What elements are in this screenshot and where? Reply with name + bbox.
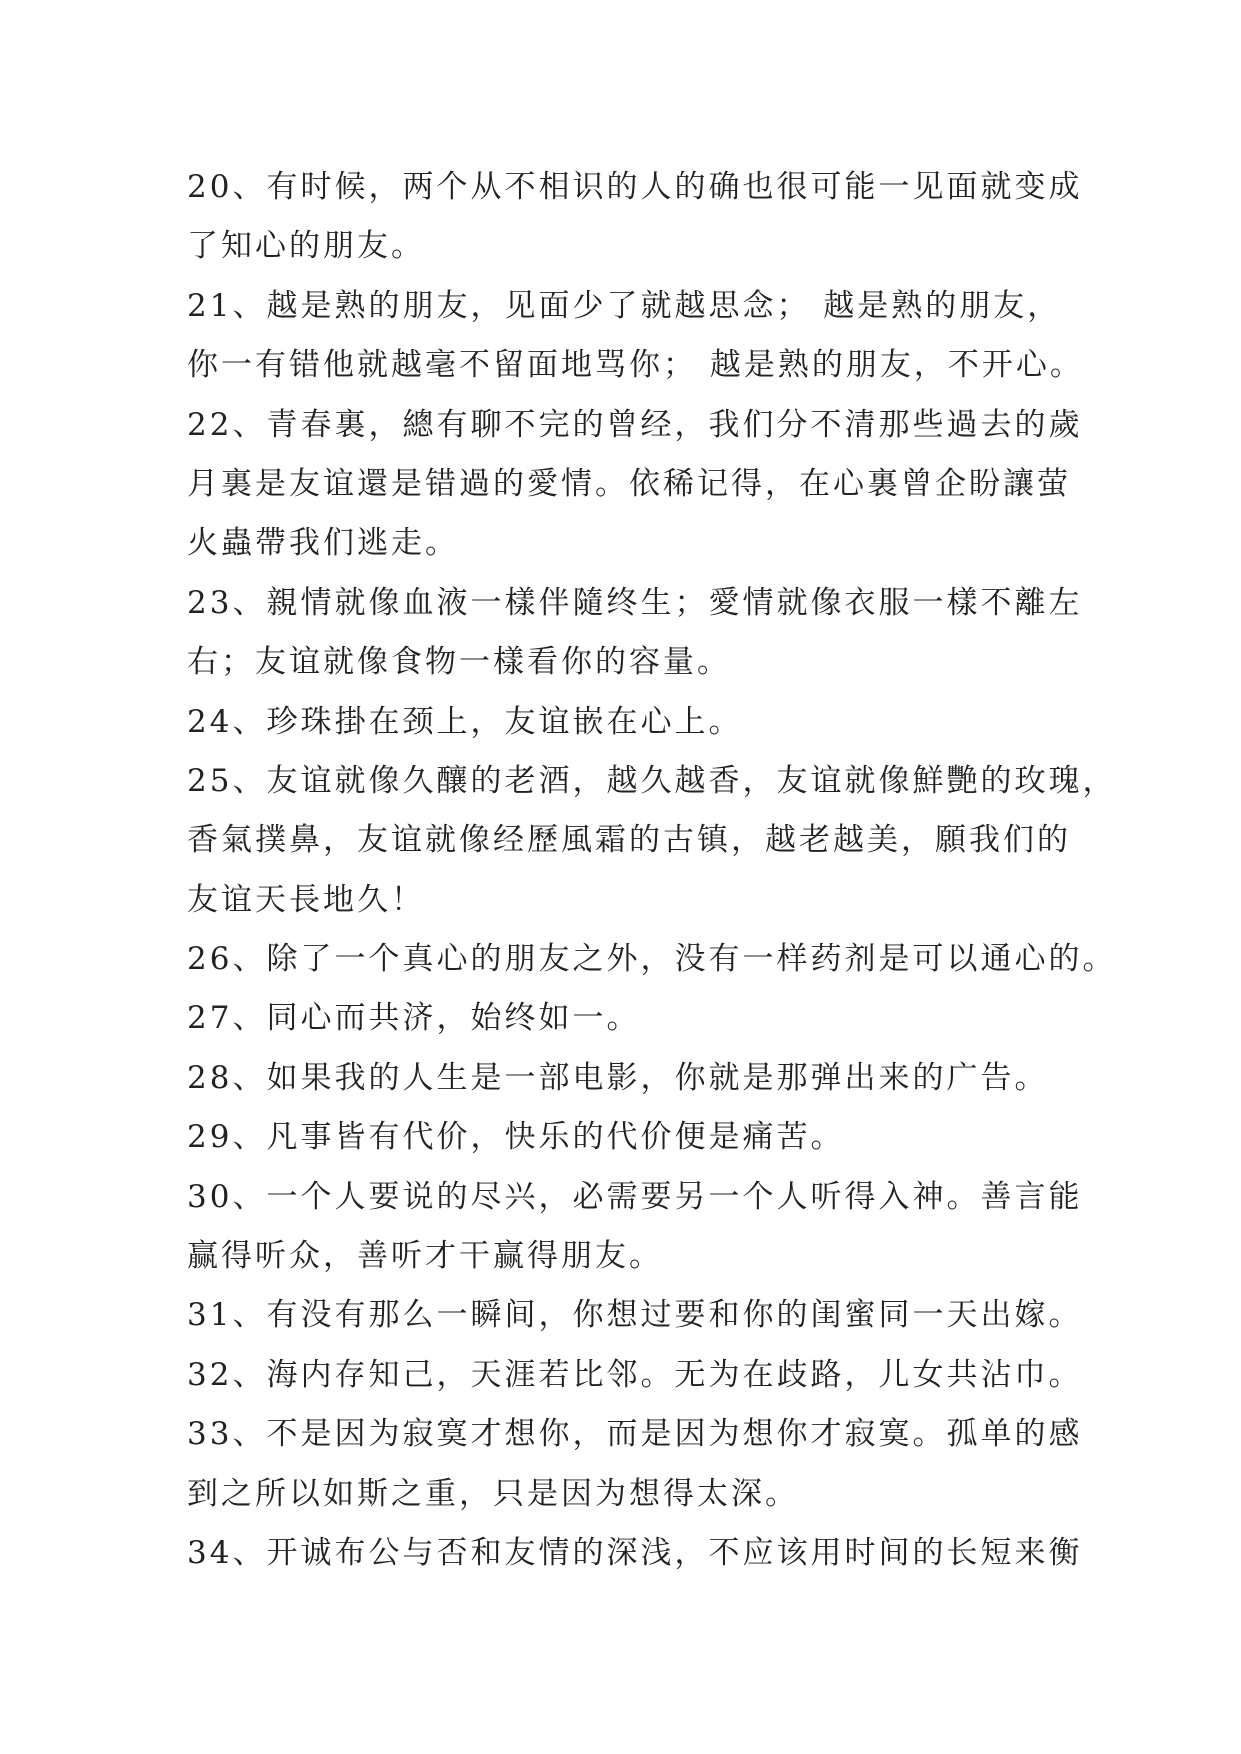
text-line: 24、珍珠掛在颈上，友谊嵌在心上。	[187, 703, 743, 740]
text-line: 友谊天長地久！	[187, 881, 425, 918]
text-line: 31、有没有那么一瞬间，你想过要和你的闺蜜同一天出嫁。	[187, 1297, 1083, 1334]
text-line: 火蟲帶我们逃走。	[187, 525, 459, 562]
text-line: 33、不是因为寂寞才想你，而是因为想你才寂寞。孤单的感	[187, 1416, 1083, 1453]
text-line: 25、友谊就像久釀的老酒，越久越香，友谊就像鮮艷的玫瑰，	[187, 762, 1117, 799]
text-line: 28、如果我的人生是一部电影，你就是那弹出来的广告。	[187, 1059, 1049, 1096]
text-line: 29、凡事皆有代价，快乐的代价便是痛苦。	[187, 1119, 845, 1156]
text-line: 20、有时候，两个从不相识的人的确也很可能一见面就变成	[187, 169, 1083, 205]
text-line: 32、海内存知己，天涯若比邻。无为在歧路，儿女共沾巾。	[187, 1356, 1083, 1393]
text-line: 右；友谊就像食物一樣看你的容量。	[187, 644, 731, 681]
text-line: 21、越是熟的朋友，见面少了就越思念； 越是熟的朋友，	[187, 287, 1062, 324]
text-line: 香氣撲鼻，友谊就像经歷風霜的古镇，越老越美，願我们的	[187, 822, 1071, 859]
text-line: 你一有错他就越毫不留面地骂你； 越是熟的朋友，不开心。	[187, 347, 1084, 384]
text-line: 到之所以如斯之重，只是因为想得太深。	[187, 1475, 799, 1512]
text-body	[187, 158, 1117, 1583]
text-line: 赢得听众，善听才干赢得朋友。	[187, 1238, 663, 1275]
text-line: 34、开诚布公与否和友情的深浅，不应该用时间的长短来衡	[187, 1534, 1083, 1571]
text-line: 23、親情就像血液一樣伴隨终生；愛情就像衣服一樣不離左	[187, 584, 1083, 621]
text-line: 26、除了一个真心的朋友之外，没有一样药剂是可以通心的。	[187, 941, 1117, 978]
text-line: 22、青春裏，總有聊不完的曾经，我们分不清那些過去的歲	[187, 406, 1083, 443]
text-line: 了知心的朋友。	[187, 228, 425, 265]
text-line: 30、一个人要说的尽兴，必需要另一个人听得入神。善言能	[187, 1178, 1083, 1215]
text-line: 27、同心而共济，始终如一。	[187, 1000, 641, 1037]
text-line: 月裏是友谊還是错過的愛情。依稀记得，在心裏曾企盼讓萤	[187, 465, 1071, 502]
